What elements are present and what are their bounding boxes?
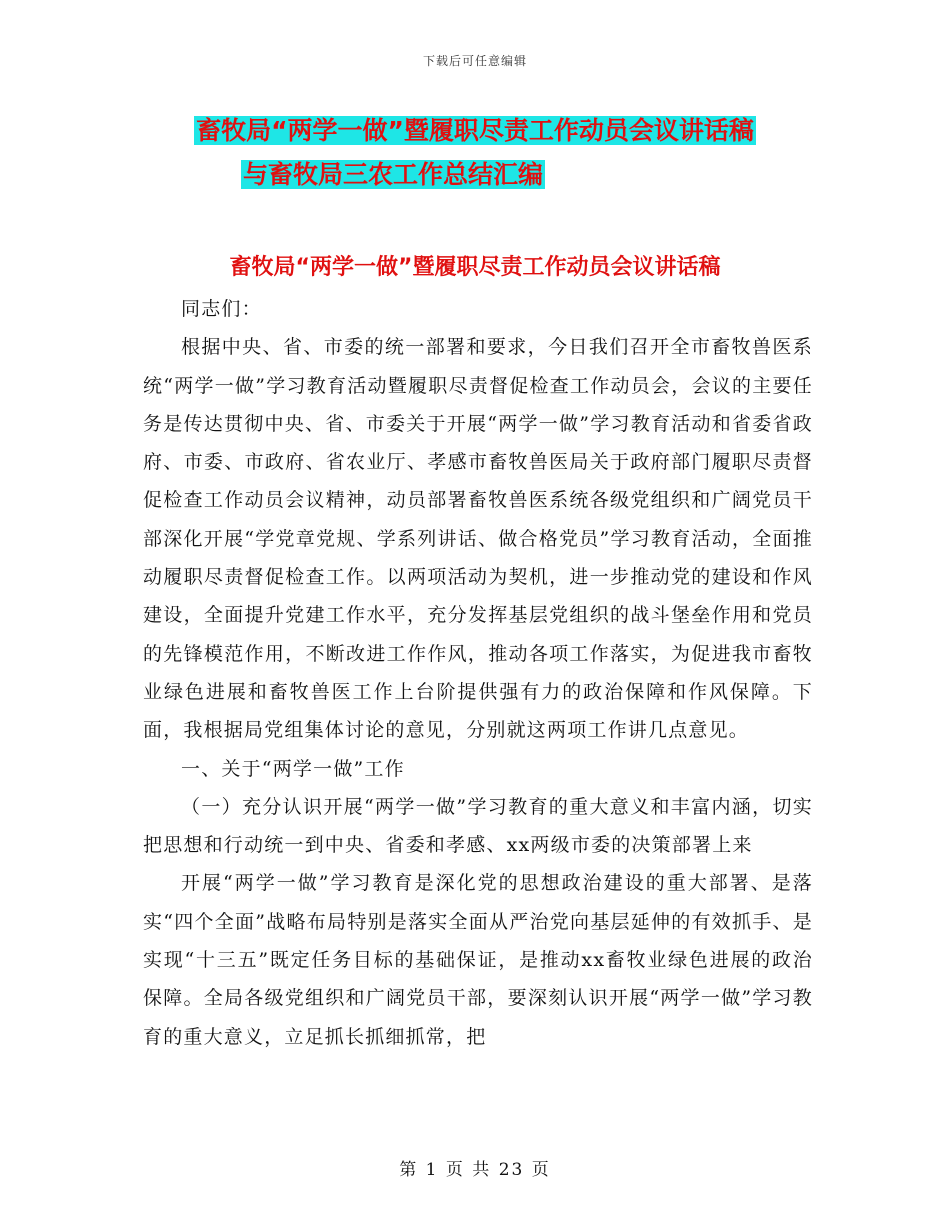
document-title-line-1-text: 畜牧局“两学一做”暨履职尽责工作动员会议讲话稿 — [196, 116, 754, 145]
page-number-footer: 第 1 页 共 23 页 — [399, 1160, 551, 1180]
body-text — [143, 290, 813, 1056]
paragraph-subheading-1: （一）充分认识开展“两学一做”学习教育的重大意义和丰富内涵，切实把思想和行动统一到中央、省委和孝感、xx两级市委的决策部署上来 — [143, 795, 813, 857]
header-note: 下载后可任意编辑 — [422, 54, 527, 68]
paragraph-body: 开展“两学一做”学习教育是深化党的思想政治建设的重大部署、是落实“四个全面”战略布局特别是落实全面从严治党向基层延伸的有效抓手、是实现“十三五”既定任务目标的基础保证，是推动xx畜牧业绿色进展的政治保障。全局各级党组织和广阔党员干部，要深刻认识开展“两学一做”学习教育的重大意义，立足抓长抓细抓常，把 — [143, 872, 813, 1048]
section-title: 畜牧局“两学一做”暨履职尽责工作动员会议讲话稿 — [229, 255, 721, 280]
paragraph-intro: 根据中央、省、市委的统一部署和要求，今日我们召开全市畜牧兽医系统“两学一做”学习教育活动暨履职尽责督促检查工作动员会，会议的主要任务是传达贯彻中央、省、市委关于开展“两学一做”学习教育活动和省委省政府、市委、市政府、省农业厅、孝感市畜牧兽医局关于政府部门履职尽责督促检查工作动员会议精神，动员部署畜牧兽医系统各级党组织和广阔党员干部深化开展“学党章党规、学系列讲话、做合格党员”学习教育活动，全面推动履职尽责督促检查工作。以两项活动为契机，进一步推动党的建设和作风建设，全面提升党建工作水平，充分发挥基层党组织的战斗堡垒作用和党员的先锋模范作用，不断改进工作作风，推动各项工作落实，为促进我市畜牧业绿色进展和畜牧兽医工作上台阶提供强有力的政治保障和作风保障。下面，我根据局党组集体讨论的意见，分别就这两项工作讲几点意见。 — [143, 336, 813, 742]
paragraph-salutation: 同志们： — [181, 298, 262, 320]
document-title-line-2 — [0, 156, 868, 194]
document-title-line-2-text: 与畜牧局三农工作总结汇编 — [242, 160, 543, 189]
paragraph-heading-1: 一、关于“两学一做”工作 — [181, 757, 405, 780]
document-title-line-1 — [0, 112, 950, 150]
